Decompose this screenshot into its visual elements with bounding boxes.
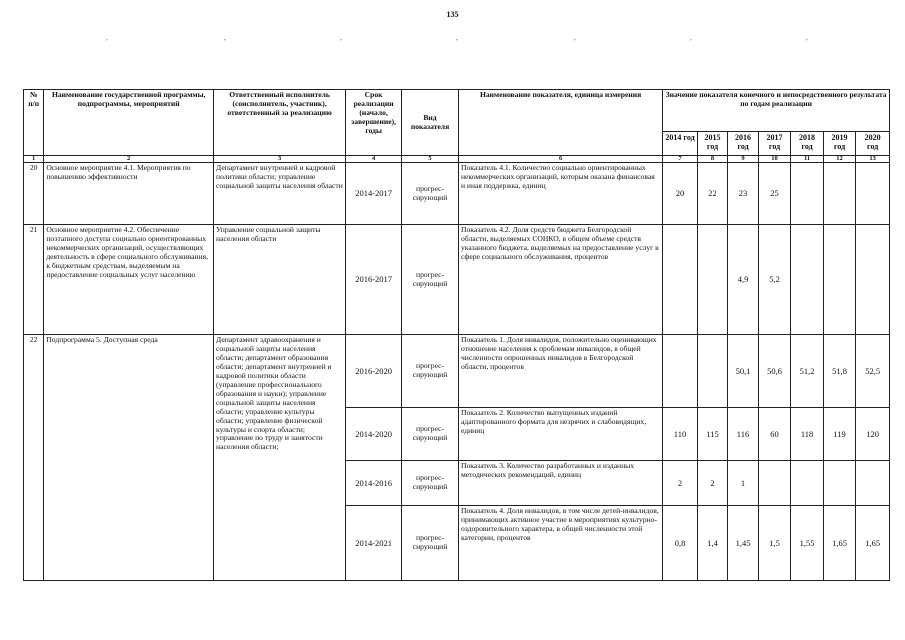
value-cell: 119: [823, 408, 856, 461]
col-number: 7: [663, 156, 698, 163]
header-kind: Вид показателя: [402, 90, 459, 156]
value-cell: 120: [856, 408, 890, 461]
value-cell: [697, 335, 727, 408]
value-cell: 110: [663, 408, 698, 461]
value-cell: [856, 225, 890, 335]
header-year: 2015 год: [697, 132, 727, 156]
measure-name: Подпрограмма 5. Доступная среда: [44, 335, 214, 581]
header-values-group: Значение показателя конечного и непосредственного результата по годам реализации: [663, 90, 890, 132]
term-cell: 2014-2016: [346, 461, 402, 506]
measure-name: Основное мероприятие 4.1. Мероприятия по повышению эффективности: [44, 163, 214, 225]
row-number: 21: [24, 225, 44, 335]
value-cell: 1,45: [728, 506, 758, 581]
indicator-cell: Показатель 4. Доля инвалидов, в том числе детей-инвалидов, принимающих активное участие в мероприятиях культурно-оздоровительного характера, в общей численности этой категории, процентов: [458, 506, 662, 581]
value-cell: 116: [728, 408, 758, 461]
value-cell: 20: [663, 163, 698, 225]
col-number: 2: [44, 156, 214, 163]
value-cell: 1,5: [758, 506, 791, 581]
value-cell: 23: [728, 163, 758, 225]
col-number: 10: [758, 156, 791, 163]
value-cell: 2: [663, 461, 698, 506]
value-cell: 5,2: [758, 225, 791, 335]
value-cell: 1,4: [697, 506, 727, 581]
term-cell: 2014-2017: [346, 163, 402, 225]
value-cell: [663, 335, 698, 408]
kind-cell: прогрес-сирующий: [402, 408, 459, 461]
term-cell: 2014-2021: [346, 506, 402, 581]
table-row: [24, 225, 890, 335]
value-cell: [791, 461, 824, 506]
responsible-cell: Департамент здравоохранения и социальной защиты населения области; департамент образования области; департамент внутренней и кадровой политики области (управление профессионального образования и науки); управление социальной защиты населения области; управление культуры области; управление физической культуры и спорта области; управление по труду и занятости населения области;: [214, 335, 346, 581]
term-cell: 2014-2020: [346, 408, 402, 461]
value-cell: 1,65: [823, 506, 856, 581]
col-number: 9: [728, 156, 758, 163]
value-cell: 1: [728, 461, 758, 506]
page-number: 135: [446, 10, 459, 19]
value-cell: 1,65: [856, 506, 890, 581]
header-year: 2020 год: [856, 132, 890, 156]
kind-cell: прогрес-сирующий: [402, 506, 459, 581]
value-cell: [663, 225, 698, 335]
col-number: 1: [24, 156, 44, 163]
kind-cell: прогрес-сирующий: [402, 461, 459, 506]
value-cell: 115: [697, 408, 727, 461]
col-number: 5: [402, 156, 459, 163]
row-number: 22: [24, 335, 44, 581]
term-cell: 2016-2017: [346, 225, 402, 335]
value-cell: 50,1: [728, 335, 758, 408]
col-number: 3: [214, 156, 346, 163]
col-number: 11: [791, 156, 824, 163]
value-cell: 2: [697, 461, 727, 506]
value-cell: [823, 163, 856, 225]
value-cell: 50,6: [758, 335, 791, 408]
value-cell: 25: [758, 163, 791, 225]
value-cell: 51,8: [823, 335, 856, 408]
value-cell: 1,55: [791, 506, 824, 581]
term-cell: 2016-2020: [346, 335, 402, 408]
value-cell: [791, 225, 824, 335]
indicator-cell: Показатель 3. Количество разработанных и изданных методических рекомендаций, единиц: [458, 461, 662, 506]
indicator-cell: Показатель 2. Количество выпущенных изданий адаптированного формата для незрячих и слабовидящих, единиц: [458, 408, 662, 461]
value-cell: 60: [758, 408, 791, 461]
col-number: 8: [697, 156, 727, 163]
col-number: 6: [458, 156, 662, 163]
indicator-cell: Показатель 4.1. Количество социально ориентированных некоммерческих организаций, которым оказана финансовая и иная поддержка, единиц: [458, 163, 662, 225]
value-cell: [791, 163, 824, 225]
value-cell: [823, 461, 856, 506]
header-year: 2014 год: [663, 132, 698, 156]
indicator-cell: Показатель 1. Доля инвалидов, положительно оценивающих отношение населения к проблемам инвалидов, в общей численности опрошенных инвалидов в Белгородской области, процентов: [458, 335, 662, 408]
indicator-cell: Показатель 4.2. Доля средств бюджета Белгородской области, выделяемых СОНКО, в общем объеме средств указанного бюджета, выделяемых на предоставление услуг в сфере социального обслуживания, процентов: [458, 225, 662, 335]
header-name: Наименование государственной программы, подпрограммы, мероприятий: [44, 90, 214, 156]
value-cell: [758, 461, 791, 506]
value-cell: [823, 225, 856, 335]
responsible-cell: Управление социальной защиты населения области: [214, 225, 346, 335]
indicators-table: [23, 89, 890, 581]
table-row: [24, 335, 890, 408]
col-number: 12: [823, 156, 856, 163]
header-no: № п/п: [24, 90, 44, 156]
header-year: 2019 год: [823, 132, 856, 156]
value-cell: 118: [791, 408, 824, 461]
header-year: 2017 год: [758, 132, 791, 156]
responsible-cell: Департамент внутренней и кадровой политики области; управление социальной защиты населения области: [214, 163, 346, 225]
header-term: Срок реализации (начало, завершение), годы: [346, 90, 402, 156]
header-indicator: Наименование показателя, единица измерения: [458, 90, 662, 156]
kind-cell: прогрес-сирующий: [402, 225, 459, 335]
row-number: 20: [24, 163, 44, 225]
value-cell: [697, 225, 727, 335]
value-cell: [856, 163, 890, 225]
table-row: [24, 163, 890, 225]
measure-name: Основное мероприятие 4.2. Обеспечение поэтапного доступа социально ориентированных некоммерческих организаций, осуществляющих деятельность в сфере социального обслуживания, к бюджетным средствам, выделяемым на предоставление социальных услуг населению: [44, 225, 214, 335]
value-cell: 4,9: [728, 225, 758, 335]
scan-marks: , , , , , , ,: [106, 34, 808, 42]
col-number: 4: [346, 156, 402, 163]
header-year: 2016 год: [728, 132, 758, 156]
header-responsible: Ответственный исполнитель (соисполнитель, участник), ответственный за реализацию: [214, 90, 346, 156]
value-cell: 52,5: [856, 335, 890, 408]
value-cell: 0,8: [663, 506, 698, 581]
value-cell: 51,2: [791, 335, 824, 408]
kind-cell: прогрес-сирующий: [402, 335, 459, 408]
value-cell: 22: [697, 163, 727, 225]
kind-cell: прогрес-сирующий: [402, 163, 459, 225]
col-number: 13: [856, 156, 890, 163]
header-year: 2018 год: [791, 132, 824, 156]
value-cell: [856, 461, 890, 506]
